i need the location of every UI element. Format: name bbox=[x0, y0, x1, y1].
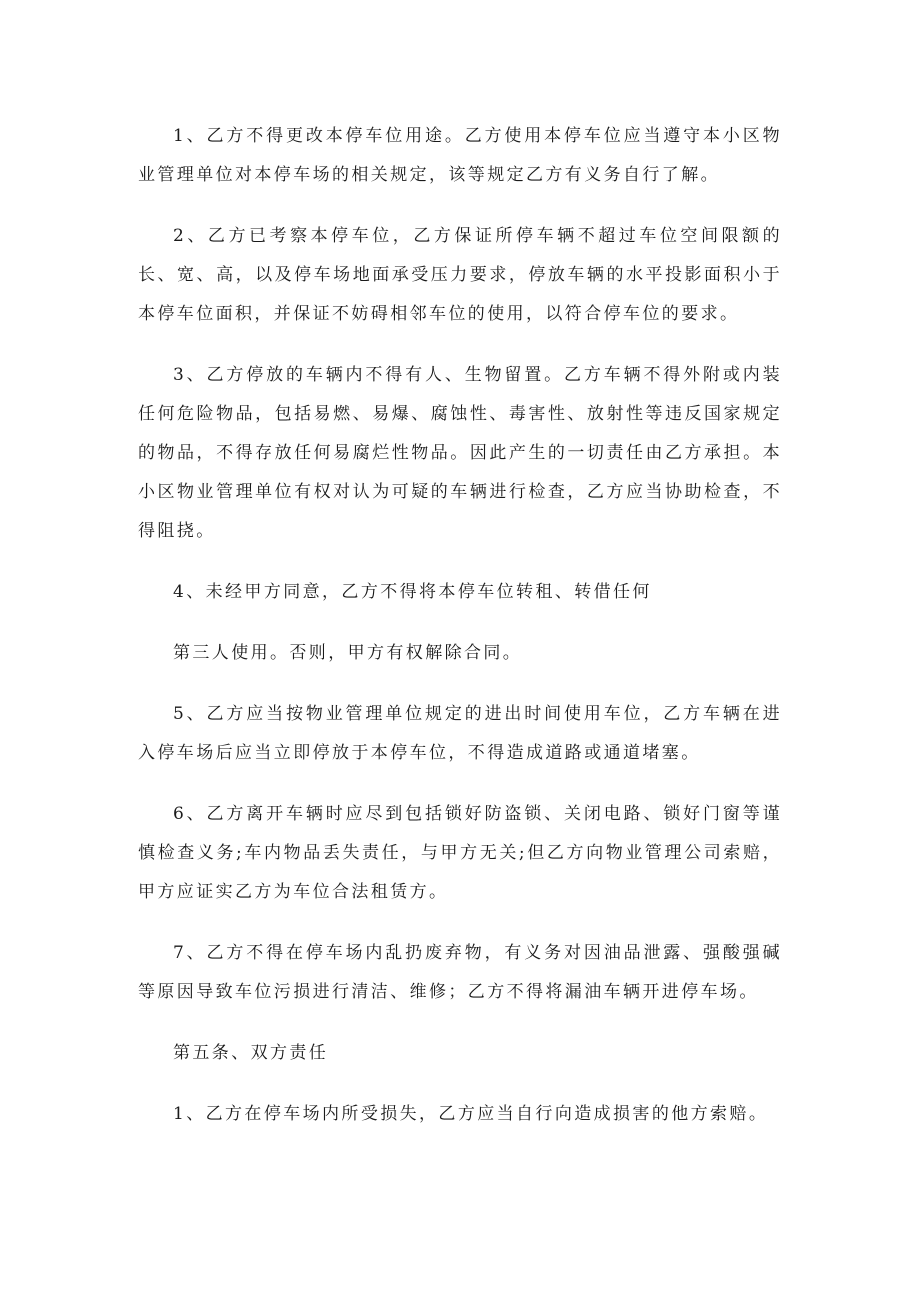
clause-7: 7、乙方不得在停车场内乱扔废弃物，有义务对因油品泄露、强酸强碱等原因导致车位污损进行清洁、维修；乙方不得将漏油车辆开进停车场。 bbox=[138, 943, 782, 1002]
clause-4-continued: 第三人使用。否则，甲方有权解除合同。 bbox=[173, 643, 523, 663]
clause-6: 6、乙方离开车辆时应尽到包括锁好防盗锁、关闭电路、锁好门窗等谨慎检查义务;车内物品丢失责任，与甲方无关;但乙方向物业管理公司索赔，甲方应证实乙方为车位合法租赁方。 bbox=[138, 804, 782, 902]
clause-5: 5、乙方应当按物业管理单位规定的进出时间使用车位，乙方车辆在进入停车场后应当立即停放于本停车位，不得造成道路或通道堵塞。 bbox=[138, 704, 782, 763]
article-5-heading: 第五条、双方责任 bbox=[173, 1043, 329, 1063]
clause-4: 4、未经甲方同意，乙方不得将本停车位转租、转借任何 bbox=[173, 582, 652, 602]
article-5-clause-1: 1、乙方在停车场内所受损失，乙方应当自行向造成损害的他方索赔。 bbox=[173, 1104, 769, 1124]
clause-2: 2、乙方已考察本停车位，乙方保证所停车辆不超过车位空间限额的长、宽、高，以及停车场地面承受压力要求，停放车辆的水平投影面积小于本停车位面积，并保证不妨碍相邻车位的使用，以符合停车位的要求。 bbox=[138, 226, 782, 324]
clause-1: 1、乙方不得更改本停车位用途。乙方使用本停车位应当遵守本小区物业管理单位对本停车场的相关规定，该等规定乙方有义务自行了解。 bbox=[138, 126, 782, 185]
document-body bbox=[0, 117, 920, 1134]
clause-3: 3、乙方停放的车辆内不得有人、生物留置。乙方车辆不得外附或内装任何危险物品，包括易燃、易爆、腐蚀性、毒害性、放射性等违反国家规定的物品，不得存放任何易腐烂性物品。因此产生的一切责任由乙方承担。本小区物业管理单位有权对认为可疑的车辆进行检查，乙方应当协助检查，不得阻挠。 bbox=[138, 365, 782, 541]
